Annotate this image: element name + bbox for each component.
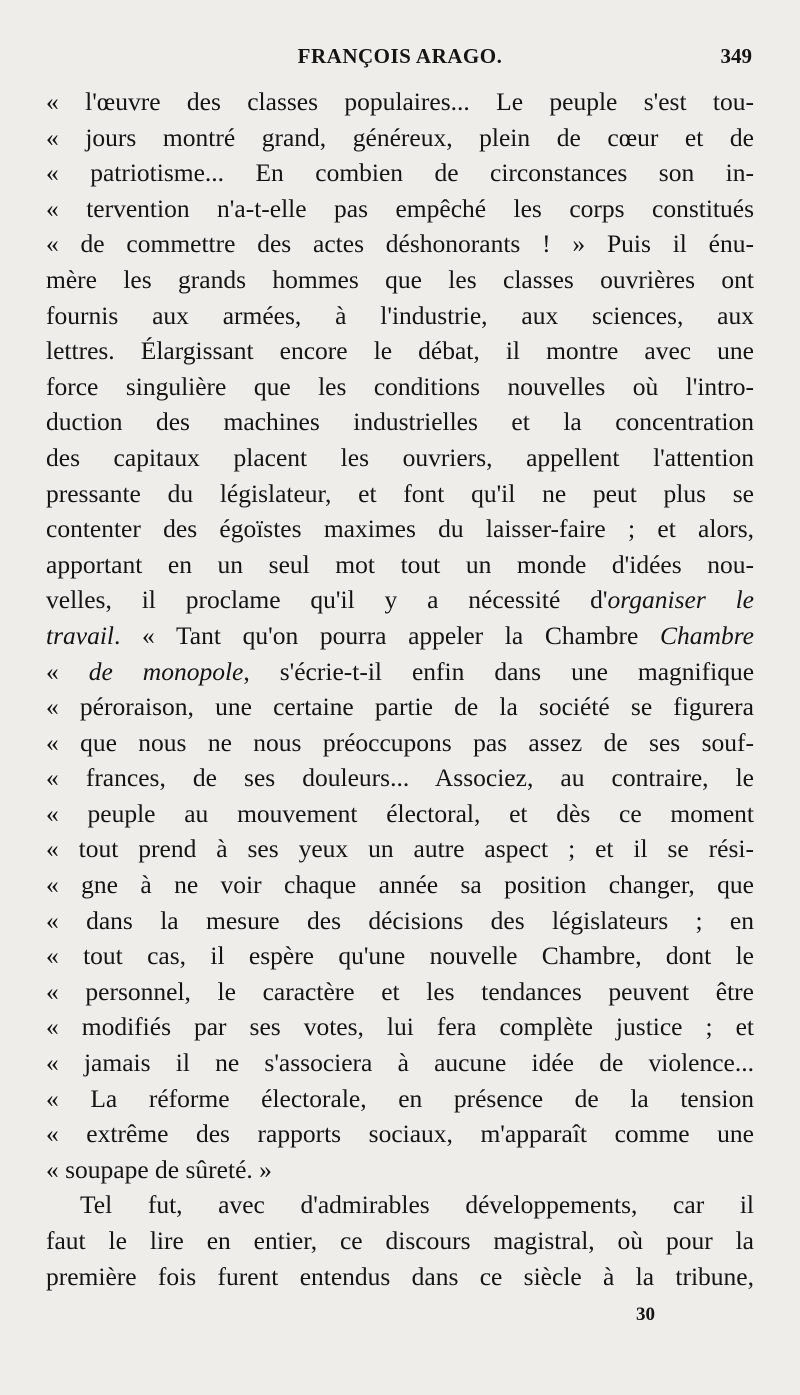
text-line <box>46 618 754 654</box>
text-line: « jamais il ne s'associera à aucune idée de violence... <box>46 1048 754 1078</box>
text-line: « extrême des rapports sociaux, m'apparaît comme une <box>46 1119 754 1149</box>
text-line: « gne à ne voir chaque année sa position changer, que <box>46 870 754 900</box>
italic-segment: de monopole <box>88 656 244 686</box>
text-line: faut le lire en entier, ce discours magistral, où pour la <box>46 1226 754 1255</box>
italic-segment: travail <box>46 620 114 650</box>
text-line: Tel fut, avec d'admirables développements, car il <box>80 1190 754 1220</box>
text-line: « jours montré grand, généreux, plein de cœur et de <box>46 122 754 152</box>
italic-segment: Chambre <box>660 620 754 650</box>
text-line: première fois furent entendus dans ce siècle à la tribune, <box>46 1261 754 1291</box>
text-line: force singulière que les conditions nouvelles où l'intro- <box>46 371 754 401</box>
text-line: « peuple au mouvement électoral, et dès ce moment <box>46 798 754 828</box>
page-number: 349 <box>720 44 752 68</box>
text-segment: . « Tant qu'on pourra appeler la Chambre <box>114 620 661 650</box>
text-line <box>46 582 754 618</box>
text-line: « personnel, le caractère et les tendances peuvent être <box>46 976 754 1006</box>
text-line: « tout prend à ses yeux un autre aspect ; et il se rési- <box>46 834 754 864</box>
text-segment: velles, il proclame qu'il y a nécessité d' <box>46 585 608 615</box>
text-line: « de commettre des actes déshonorants ! » Puis il énu- <box>46 229 754 259</box>
text-line: « dans la mesure des décisions des législateurs ; en <box>46 905 754 935</box>
text-line <box>46 654 754 690</box>
text-line: « péroraison, une certaine partie de la société se figurera <box>46 692 754 722</box>
text-line: « frances, de ses douleurs... Associez, au contraire, le <box>46 763 754 793</box>
text-line: « que nous ne nous préoccupons pas assez de ses souf- <box>46 727 754 757</box>
italic-segment: organiser le <box>607 585 754 615</box>
text-line: contenter des égoïstes maximes du laisser-faire ; et alors, <box>46 514 754 544</box>
text-line: pressante du législateur, et font qu'il ne peut plus se <box>46 478 754 508</box>
text-line: fournis aux armées, à l'industrie, aux sciences, aux <box>46 300 754 330</box>
text-line: des capitaux placent les ouvriers, appellent l'attention <box>46 442 754 472</box>
text-line: « La réforme électorale, en présence de la tension <box>46 1083 754 1113</box>
body-text <box>46 84 754 1294</box>
signature-mark: 30 <box>636 1304 655 1325</box>
text-line: mère les grands hommes que les classes ouvrières ont <box>46 264 754 294</box>
text-line: « modifiés par ses votes, lui fera complète justice ; et <box>46 1012 754 1042</box>
text-line: « tervention n'a-t-elle pas empêché les corps constitués <box>46 193 754 223</box>
text-line: « l'œuvre des classes populaires... Le peuple s'est tou- <box>46 87 754 116</box>
text-line: « soupape de sûreté. » <box>46 1154 272 1184</box>
text-segment: , s'écrie-t-il enfin dans une magnifique <box>243 656 754 686</box>
text-segment: « <box>46 656 89 686</box>
text-line: « tout cas, il espère qu'une nouvelle Chambre, dont le <box>46 941 754 971</box>
running-title: FRANÇOIS ARAGO. <box>297 44 503 68</box>
text-line: « patriotisme... En combien de circonstances son in- <box>46 158 754 188</box>
text-line: lettres. Élargissant encore le débat, il montre avec une <box>46 336 754 366</box>
text-line: duction des machines industrielles et la concentration <box>46 407 754 437</box>
text-line: apportant en un seul mot tout un monde d'idées nou- <box>46 549 754 579</box>
page-header <box>48 40 752 76</box>
